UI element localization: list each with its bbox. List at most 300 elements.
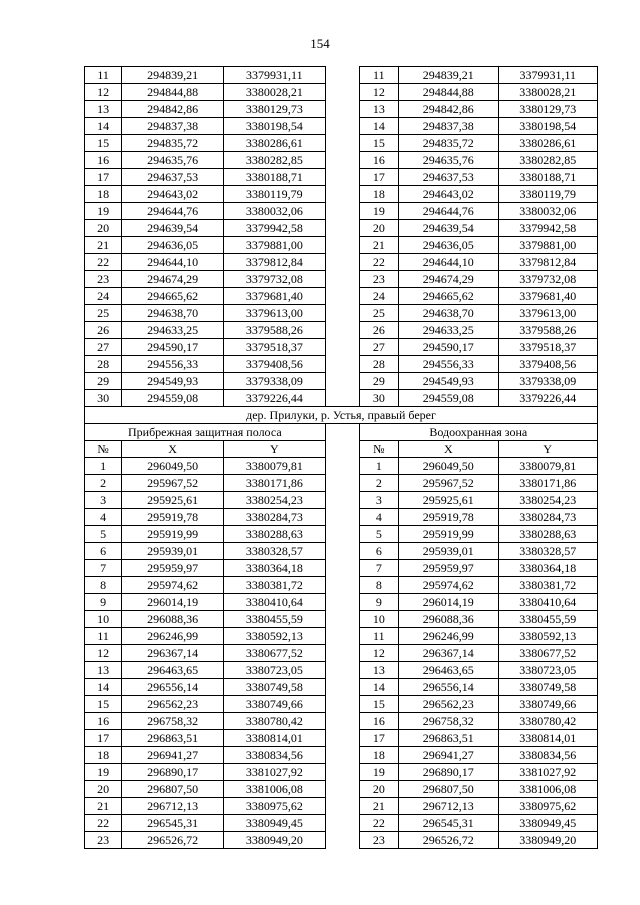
table-row — [85, 101, 598, 118]
cell-x: 295919,99 — [122, 526, 224, 543]
cell-number: 28 — [85, 356, 122, 373]
page-number: 154 — [310, 36, 330, 51]
table-row — [85, 186, 598, 203]
cell-number: 1 — [85, 458, 122, 475]
cell-y: 3380364,18 — [498, 560, 597, 577]
cell-number: 6 — [85, 543, 122, 560]
cell-number: 16 — [359, 713, 399, 730]
table-gap — [325, 441, 359, 458]
cell-y: 3380119,79 — [498, 186, 597, 203]
table-gap — [325, 288, 359, 305]
cell-number: 17 — [85, 169, 122, 186]
table-row — [85, 662, 598, 679]
table-row — [85, 832, 598, 849]
cell-number: 18 — [359, 747, 399, 764]
table-row — [85, 764, 598, 781]
table-row — [85, 696, 598, 713]
cell-x: 295967,52 — [122, 475, 224, 492]
cell-y: 3379518,37 — [223, 339, 325, 356]
section-header — [85, 407, 598, 458]
cell-x: 296758,32 — [399, 713, 498, 730]
cell-number: 22 — [359, 254, 399, 271]
cell-x: 294842,86 — [399, 101, 498, 118]
table-row — [85, 237, 598, 254]
table-gap — [325, 203, 359, 220]
cell-x: 295925,61 — [399, 492, 498, 509]
table-row — [85, 798, 598, 815]
cell-x: 294839,21 — [399, 67, 498, 84]
cell-y: 3379518,37 — [498, 339, 597, 356]
cell-x: 295959,97 — [399, 560, 498, 577]
table-gap — [325, 577, 359, 594]
cell-x: 296014,19 — [122, 594, 224, 611]
cell-number: 24 — [85, 288, 122, 305]
cell-x: 296049,50 — [399, 458, 498, 475]
cell-number: 23 — [85, 832, 122, 849]
cell-x: 294644,10 — [399, 254, 498, 271]
cell-number: 7 — [85, 560, 122, 577]
column-header-x: X — [399, 441, 498, 458]
cell-number: 20 — [359, 220, 399, 237]
table-row — [85, 288, 598, 305]
cell-y: 3380834,56 — [498, 747, 597, 764]
cell-x: 296545,31 — [122, 815, 224, 832]
cell-number: 6 — [359, 543, 399, 560]
cell-x: 295959,97 — [122, 560, 224, 577]
table-gap — [325, 186, 359, 203]
cell-x: 294635,76 — [122, 152, 224, 169]
table-gap — [325, 118, 359, 135]
cell-y: 3380677,52 — [498, 645, 597, 662]
table-gap — [325, 475, 359, 492]
cell-y: 3380455,59 — [223, 611, 325, 628]
cell-y: 3380079,81 — [223, 458, 325, 475]
cell-x: 296562,23 — [399, 696, 498, 713]
cell-x: 295925,61 — [122, 492, 224, 509]
cell-y: 3380949,20 — [498, 832, 597, 849]
cell-number: 17 — [359, 730, 399, 747]
table-row — [85, 271, 598, 288]
cell-y: 3380723,05 — [223, 662, 325, 679]
table-row — [85, 152, 598, 169]
table-row — [85, 254, 598, 271]
table-row — [85, 577, 598, 594]
cell-x: 294842,86 — [122, 101, 224, 118]
cell-y: 3379931,11 — [498, 67, 597, 84]
cell-number: 16 — [359, 152, 399, 169]
cell-x: 295967,52 — [399, 475, 498, 492]
cell-number: 5 — [359, 526, 399, 543]
cell-number: 18 — [85, 747, 122, 764]
table-row — [85, 305, 598, 322]
cell-number: 29 — [85, 373, 122, 390]
cell-x: 296526,72 — [399, 832, 498, 849]
cell-y: 3380410,64 — [498, 594, 597, 611]
cell-y: 3379942,58 — [223, 220, 325, 237]
table-gap — [325, 764, 359, 781]
table-gap — [325, 645, 359, 662]
cell-x: 294556,33 — [399, 356, 498, 373]
cell-y: 3380328,57 — [223, 543, 325, 560]
cell-y: 3380949,20 — [223, 832, 325, 849]
cell-x: 296088,36 — [122, 611, 224, 628]
cell-number: 19 — [359, 203, 399, 220]
cell-number: 10 — [85, 611, 122, 628]
cell-number: 10 — [359, 611, 399, 628]
cell-y: 3380749,58 — [223, 679, 325, 696]
table-row — [85, 526, 598, 543]
cell-y: 3380749,66 — [498, 696, 597, 713]
cell-x: 294633,25 — [399, 322, 498, 339]
cell-x: 295919,78 — [122, 509, 224, 526]
cell-y: 3380328,57 — [498, 543, 597, 560]
table-row — [85, 458, 598, 475]
cell-number: 22 — [85, 254, 122, 271]
cell-y: 3380198,54 — [223, 118, 325, 135]
cell-y: 3380814,01 — [223, 730, 325, 747]
table-row — [85, 781, 598, 798]
cell-y: 3379931,11 — [223, 67, 325, 84]
cell-x: 294559,08 — [399, 390, 498, 407]
cell-number: 9 — [85, 594, 122, 611]
cell-x: 296890,17 — [122, 764, 224, 781]
table-gap — [325, 832, 359, 849]
cell-y: 3379588,26 — [223, 322, 325, 339]
cell-number: 12 — [85, 84, 122, 101]
cell-y: 3380032,06 — [498, 203, 597, 220]
cell-x: 294644,76 — [399, 203, 498, 220]
cell-y: 3379408,56 — [223, 356, 325, 373]
cell-number: 11 — [359, 628, 399, 645]
cell-number: 7 — [359, 560, 399, 577]
cell-x: 294839,21 — [122, 67, 224, 84]
table-gap — [325, 458, 359, 475]
cell-y: 3380282,85 — [223, 152, 325, 169]
cell-y: 3379881,00 — [498, 237, 597, 254]
cell-y: 3380975,62 — [223, 798, 325, 815]
cell-x: 295939,01 — [399, 543, 498, 560]
cell-x: 296014,19 — [399, 594, 498, 611]
cell-x: 296863,51 — [399, 730, 498, 747]
cell-x: 294674,29 — [122, 271, 224, 288]
cell-x: 295939,01 — [122, 543, 224, 560]
cell-x: 295974,62 — [399, 577, 498, 594]
cell-x: 294638,70 — [122, 305, 224, 322]
cell-y: 3380079,81 — [498, 458, 597, 475]
cell-number: 24 — [359, 288, 399, 305]
cell-x: 296712,13 — [399, 798, 498, 815]
cell-x: 294665,62 — [399, 288, 498, 305]
table-row — [85, 118, 598, 135]
cell-number: 11 — [85, 628, 122, 645]
cell-x: 296049,50 — [122, 458, 224, 475]
cell-x: 294643,02 — [122, 186, 224, 203]
right-table-heading: Водоохранная зона — [359, 424, 597, 441]
table-row — [85, 339, 598, 356]
cell-x: 294637,53 — [399, 169, 498, 186]
table-row — [85, 747, 598, 764]
cell-y: 3379681,40 — [223, 288, 325, 305]
cell-number: 25 — [359, 305, 399, 322]
cell-number: 9 — [359, 594, 399, 611]
cell-x: 296088,36 — [399, 611, 498, 628]
table-gap — [325, 237, 359, 254]
cell-x: 296246,99 — [122, 628, 224, 645]
cell-y: 3379881,00 — [223, 237, 325, 254]
cell-y: 3379408,56 — [498, 356, 597, 373]
cell-y: 3380288,63 — [223, 526, 325, 543]
cell-y: 3380780,42 — [223, 713, 325, 730]
cell-x: 294636,05 — [399, 237, 498, 254]
table-row — [85, 203, 598, 220]
table-gap — [325, 220, 359, 237]
cell-number: 14 — [359, 118, 399, 135]
cell-number: 13 — [85, 662, 122, 679]
cell-y: 3380254,23 — [223, 492, 325, 509]
table-gap — [325, 101, 359, 118]
cell-x: 294835,72 — [122, 135, 224, 152]
table-gap — [325, 254, 359, 271]
cell-y: 3380723,05 — [498, 662, 597, 679]
table-gap — [325, 560, 359, 577]
table-gap — [325, 679, 359, 696]
cell-number: 19 — [85, 764, 122, 781]
table-gap — [325, 390, 359, 407]
table-gap — [325, 492, 359, 509]
cell-x: 295919,99 — [399, 526, 498, 543]
table-gap — [325, 356, 359, 373]
cell-x: 294639,54 — [122, 220, 224, 237]
table-gap — [325, 84, 359, 101]
cell-number: 4 — [85, 509, 122, 526]
bottom-section — [85, 458, 598, 849]
table-row — [85, 390, 598, 407]
table-gap — [325, 713, 359, 730]
table-row — [85, 611, 598, 628]
cell-y: 3380677,52 — [223, 645, 325, 662]
cell-x: 296526,72 — [122, 832, 224, 849]
table-row — [85, 645, 598, 662]
table-gap — [325, 662, 359, 679]
cell-y: 3380814,01 — [498, 730, 597, 747]
cell-x: 294559,08 — [122, 390, 224, 407]
cell-x: 296246,99 — [399, 628, 498, 645]
cell-number: 28 — [359, 356, 399, 373]
cell-y: 3380254,23 — [498, 492, 597, 509]
cell-number: 29 — [359, 373, 399, 390]
cell-y: 3379226,44 — [223, 390, 325, 407]
cell-number: 4 — [359, 509, 399, 526]
table-row — [85, 322, 598, 339]
table-row — [85, 509, 598, 526]
cell-x: 294643,02 — [399, 186, 498, 203]
cell-x: 294644,76 — [122, 203, 224, 220]
cell-x: 294637,53 — [122, 169, 224, 186]
cell-number: 13 — [359, 101, 399, 118]
cell-x: 294837,38 — [399, 118, 498, 135]
table-row — [85, 560, 598, 577]
cell-number: 20 — [85, 220, 122, 237]
cell-x: 294835,72 — [399, 135, 498, 152]
cell-number: 15 — [85, 135, 122, 152]
cell-y: 3380381,72 — [498, 577, 597, 594]
table-row — [85, 356, 598, 373]
table-row — [85, 475, 598, 492]
coordinates-table — [84, 66, 598, 849]
table-row — [85, 492, 598, 509]
cell-y: 3380288,63 — [498, 526, 597, 543]
cell-number: 16 — [85, 152, 122, 169]
cell-y: 3381027,92 — [223, 764, 325, 781]
cell-x: 294556,33 — [122, 356, 224, 373]
cell-x: 295974,62 — [122, 577, 224, 594]
cell-number: 26 — [359, 322, 399, 339]
cell-number: 18 — [85, 186, 122, 203]
cell-number: 15 — [359, 696, 399, 713]
cell-y: 3379812,84 — [223, 254, 325, 271]
cell-number: 21 — [359, 237, 399, 254]
cell-y: 3380188,71 — [223, 169, 325, 186]
cell-x: 295919,78 — [399, 509, 498, 526]
cell-y: 3379942,58 — [498, 220, 597, 237]
cell-x: 296545,31 — [399, 815, 498, 832]
table-gap — [325, 373, 359, 390]
cell-number: 20 — [85, 781, 122, 798]
cell-number: 5 — [85, 526, 122, 543]
cell-number: 23 — [359, 832, 399, 849]
cell-number: 21 — [85, 237, 122, 254]
column-header-y: Y — [223, 441, 325, 458]
cell-number: 11 — [85, 67, 122, 84]
table-gap — [325, 815, 359, 832]
cell-number: 18 — [359, 186, 399, 203]
cell-x: 294665,62 — [122, 288, 224, 305]
cell-number: 16 — [85, 713, 122, 730]
cell-y: 3380749,58 — [498, 679, 597, 696]
cell-number: 15 — [359, 135, 399, 152]
cell-y: 3379588,26 — [498, 322, 597, 339]
cell-y: 3380975,62 — [498, 798, 597, 815]
cell-x: 296556,14 — [399, 679, 498, 696]
cell-y: 3380028,21 — [498, 84, 597, 101]
table-row — [85, 373, 598, 390]
cell-y: 3380171,86 — [498, 475, 597, 492]
cell-y: 3380129,73 — [498, 101, 597, 118]
table-row — [85, 67, 598, 84]
table-gap — [325, 271, 359, 288]
cell-x: 294633,25 — [122, 322, 224, 339]
cell-y: 3380032,06 — [223, 203, 325, 220]
cell-y: 3380282,85 — [498, 152, 597, 169]
cell-number: 26 — [85, 322, 122, 339]
table-gap — [325, 543, 359, 560]
cell-y: 3380171,86 — [223, 475, 325, 492]
cell-y: 3379681,40 — [498, 288, 597, 305]
cell-y: 3380749,66 — [223, 696, 325, 713]
cell-y: 3379732,08 — [498, 271, 597, 288]
cell-y: 3380119,79 — [223, 186, 325, 203]
cell-y: 3381027,92 — [498, 764, 597, 781]
cell-y: 3381006,08 — [223, 781, 325, 798]
cell-x: 296556,14 — [122, 679, 224, 696]
section-title: дер. Прилуки, р. Устья, правый берег — [85, 407, 598, 424]
cell-number: 22 — [85, 815, 122, 832]
table-gap — [325, 509, 359, 526]
left-table-heading: Прибрежная защитная полоса — [85, 424, 326, 441]
cell-number: 13 — [359, 662, 399, 679]
cell-y: 3380188,71 — [498, 169, 597, 186]
cell-number: 8 — [85, 577, 122, 594]
cell-y: 3380949,45 — [223, 815, 325, 832]
cell-y: 3380284,73 — [223, 509, 325, 526]
cell-y: 3380284,73 — [498, 509, 597, 526]
cell-x: 296807,50 — [399, 781, 498, 798]
cell-y: 3380592,13 — [498, 628, 597, 645]
cell-y: 3380198,54 — [498, 118, 597, 135]
table-gap — [325, 798, 359, 815]
table-gap — [325, 730, 359, 747]
cell-x: 296807,50 — [122, 781, 224, 798]
table-row — [85, 169, 598, 186]
cell-y: 3379613,00 — [223, 305, 325, 322]
cell-x: 294674,29 — [399, 271, 498, 288]
table-row — [85, 815, 598, 832]
cell-x: 294638,70 — [399, 305, 498, 322]
cell-x: 294844,88 — [122, 84, 224, 101]
table-gap — [325, 67, 359, 84]
table-gap — [325, 322, 359, 339]
table-gap — [325, 594, 359, 611]
cell-x: 294837,38 — [122, 118, 224, 135]
cell-number: 3 — [359, 492, 399, 509]
column-header-y: Y — [498, 441, 597, 458]
cell-x: 296367,14 — [122, 645, 224, 662]
cell-number: 14 — [359, 679, 399, 696]
table-row — [85, 628, 598, 645]
cell-number: 13 — [85, 101, 122, 118]
cell-y: 3380364,18 — [223, 560, 325, 577]
cell-number: 19 — [359, 764, 399, 781]
cell-y: 3380286,61 — [223, 135, 325, 152]
cell-x: 296463,65 — [122, 662, 224, 679]
cell-number: 21 — [359, 798, 399, 815]
cell-y: 3379338,09 — [223, 373, 325, 390]
cell-x: 296712,13 — [122, 798, 224, 815]
cell-x: 296941,27 — [122, 747, 224, 764]
cell-y: 3381006,08 — [498, 781, 597, 798]
cell-number: 12 — [359, 645, 399, 662]
cell-number: 12 — [359, 84, 399, 101]
table-row — [85, 220, 598, 237]
cell-x: 294639,54 — [399, 220, 498, 237]
cell-number: 19 — [85, 203, 122, 220]
table-gap — [325, 424, 359, 441]
cell-y: 3379226,44 — [498, 390, 597, 407]
cell-number: 27 — [359, 339, 399, 356]
cell-y: 3380381,72 — [223, 577, 325, 594]
cell-number: 21 — [85, 798, 122, 815]
cell-number: 14 — [85, 679, 122, 696]
table-row — [85, 713, 598, 730]
cell-number: 8 — [359, 577, 399, 594]
cell-number: 23 — [359, 271, 399, 288]
cell-y: 3379613,00 — [498, 305, 597, 322]
table-gap — [325, 611, 359, 628]
cell-y: 3379732,08 — [223, 271, 325, 288]
cell-x: 296863,51 — [122, 730, 224, 747]
cell-number: 2 — [85, 475, 122, 492]
table-gap — [325, 696, 359, 713]
